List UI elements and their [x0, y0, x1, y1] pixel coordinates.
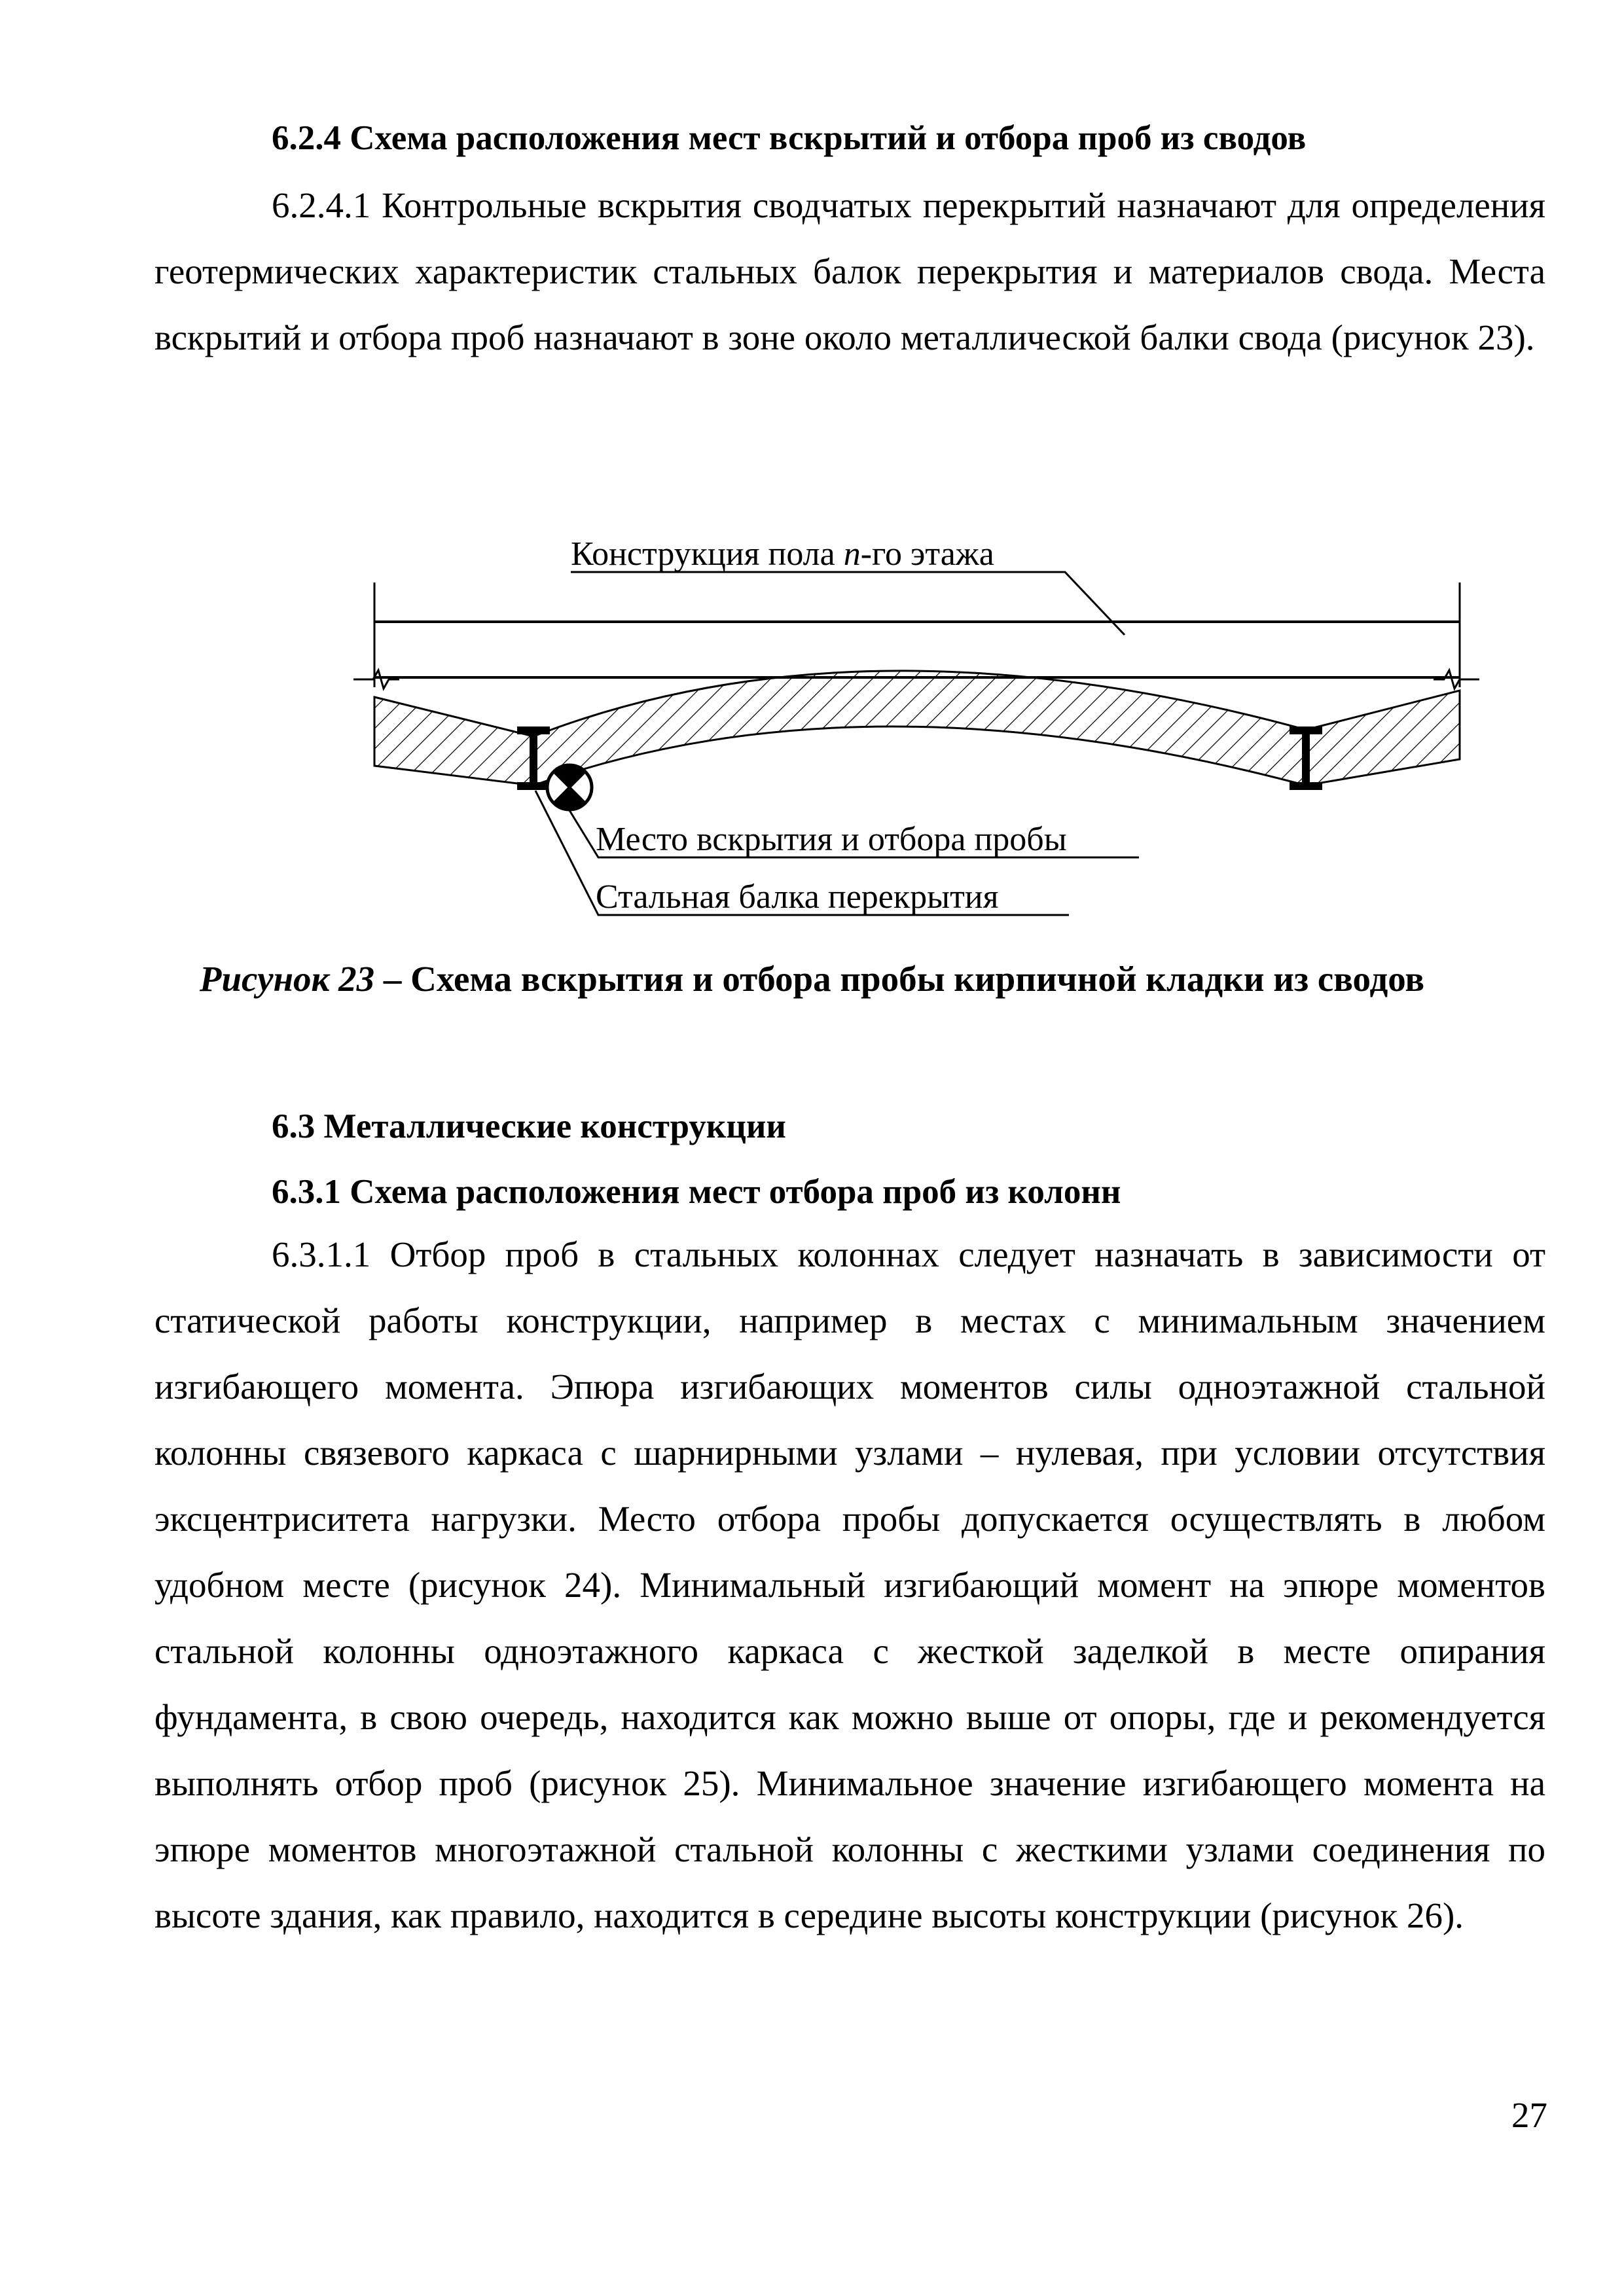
leader-floor-label	[571, 572, 1125, 635]
label-floor-construction: Конструкция пола n-го этажа	[571, 535, 994, 573]
section-heading-6-2-4: 6.2.4 Схема расположения мест вскрытий и отбора проб из сводов	[272, 119, 1307, 157]
sampling-point-icon	[547, 765, 592, 810]
figure-23-vault-diagram	[327, 511, 1506, 956]
masonry-left	[374, 697, 533, 785]
paragraph-6-3-1-1: 6.3.1.1 Отбор проб в стальных колоннах следует назначать в зависимости от статической работы конструкции, например в местах с минимальным значением изгибающего момента. Эпюра изгибающих моментов силы одноэтажной стальной колонны связевого каркаса с шарнирными узлами – нулевая, при условии отсутствия эксцентриситета нагрузки. Место отбора пробы допускается осуществлять в любом удобном месте (рисунок 24). Минимальный изгибающий момент на эпюре моментов стальной колонны одноэтажного каркаса с жесткой заделкой в месте опирания фундамента, в свою очередь, находится как можно выше от опоры, где и рекомендуется выполнять отбор проб (рисунок 25). Минимальное значение изгибающего момента на эпюре моментов многоэтажной стальной колонны с жесткими узлами соединения по высоте здания, как правило, находится в середине высоты конструкции (рисунок 26).	[154, 1234, 1545, 1935]
section-heading-6-3: 6.3 Металлические конструкции	[272, 1107, 786, 1145]
paragraph-6-2-4-1: 6.2.4.1 Контрольные вскрытия сводчатых перекрытий назначают для определения геотермических характеристик стальных балок перекрытия и материалов свода. Места вскрытий и отбора проб назначают в зоне около металлической балки свода (рисунок 23).	[154, 185, 1545, 357]
caption-text: Схема вскрытия и отбора пробы кирпичной кладки из сводов	[410, 959, 1425, 999]
masonry-right	[1306, 691, 1460, 785]
label-sampling-location: Место вскрытия и отбора пробы	[596, 821, 1067, 858]
caption-number: Рисунок 23	[199, 959, 375, 999]
break-line-right	[1434, 670, 1479, 689]
page-number: 27	[1511, 2095, 1547, 2135]
break-line-left	[353, 670, 399, 689]
label-steel-beam: Стальная балка перекрытия	[596, 878, 999, 916]
section-heading-6-3-1: 6.3.1 Схема расположения мест отбора проб из колонн	[272, 1173, 1121, 1211]
brick-vault	[533, 671, 1306, 785]
caption-dash: –	[374, 959, 411, 999]
figure-23-caption	[0, 958, 1624, 999]
